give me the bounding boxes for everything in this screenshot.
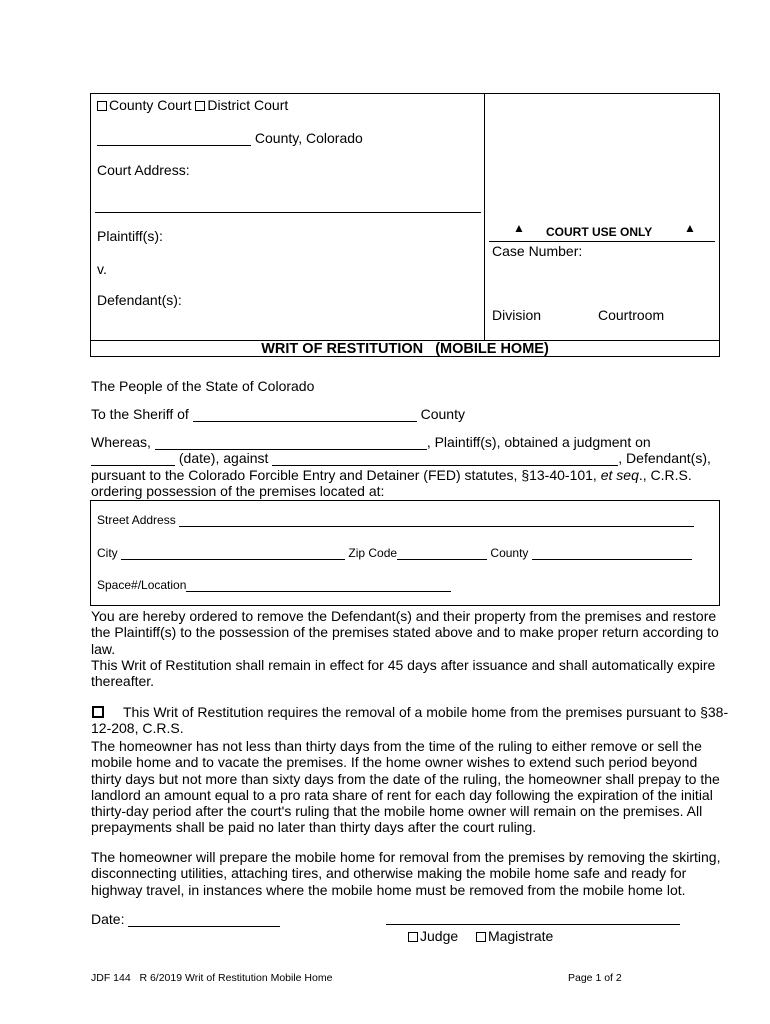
district-court-label: District Court [207,97,289,113]
county-colorado-label: County, Colorado [254,130,363,146]
court-type-row [97,97,288,113]
court-address-field[interactable] [95,212,481,213]
date-against-label: (date), against [178,450,269,466]
homeowner-paragraph: The homeowner has not less than thirty days from the time of the ruling to either remove or sell the mobile home and to vacate the premises. If the home owner wishes to extend such period beyond thirty days but not more than sixty days from the date of the ruling, the homeowner shall prepay to the landlord an amount equal to a pro rata share of rent for each day following the expiration of the initial thirty-day period after the court's ruling that the mobile home owner will remain on the premises. All prepayments shall be paid no later than thirty days after the court ruling. [91,738,720,836]
removal-paragraph: This Writ of Restitution requires the removal of a mobile home from the premises pursuant to §38-12-208, C.R.S. [91,704,729,737]
effect-paragraph: This Writ of Restitution shall remain in effect for 45 days after issuance and shall automatically expire thereafter. [91,657,716,690]
date-field[interactable] [128,912,280,927]
address-county-label: County [490,546,529,560]
county-row [97,130,363,146]
county-name-field[interactable] [97,131,251,146]
sheriff-county-field[interactable] [193,407,417,422]
defendants-label: Defendant(s): [97,292,182,308]
pursuant-line: pursuant to the Colorado Forcible Entry and Detainer (FED) statutes, §13-40-101, et seq., C.R.S. [91,467,692,483]
division-label: Division [492,307,542,323]
court-use-only-label: COURT USE ONLY [546,225,653,239]
space-location-label: Space#/Location [97,578,187,592]
footer-page-number: Page 1 of 2 [568,972,622,984]
defendants-suffix-label: , Defendant(s), [618,450,711,466]
space-location-field[interactable] [186,579,451,592]
sheriff-row [91,406,465,422]
caption-divider [484,93,485,340]
versus-label: v. [97,261,107,277]
district-court-checkbox[interactable] [195,101,205,111]
address-county-field[interactable] [532,547,692,560]
defendant-name-field[interactable] [272,451,618,466]
footer-form-id: JDF 144 R 6/2019 Writ of Restitution Mobile Home [91,972,333,984]
county-court-checkbox[interactable] [97,101,107,111]
judgment-date-field[interactable] [91,451,175,466]
street-row [97,513,694,527]
signature-line[interactable] [386,924,680,925]
street-address-label: Street Address [97,513,176,527]
court-address-label: Court Address: [97,162,190,178]
judge-label: Judge [420,928,459,944]
city-label: City [97,546,118,560]
signer-type-row [408,928,553,944]
people-line: The People of the State of Colorado [91,378,315,394]
date-label: Date: [91,911,125,927]
plaintiff-name-field[interactable] [155,435,427,450]
county-label: County [420,406,465,422]
city-row [97,546,692,560]
whereas-label: Whereas, [91,434,151,450]
plaintiffs-obtained-label: , Plaintiff(s), obtained a judgment on [426,434,651,450]
against-row [91,450,711,466]
zip-code-field[interactable] [397,547,487,560]
magistrate-label: Magistrate [487,928,554,944]
court-use-underline [489,241,715,242]
prepare-paragraph: The homeowner will prepare the mobile home for removal from the premises by removing the skirting, disconnecting utilities, attaching tires, and otherwise making the mobile home safe and ready for highway travel, in instances where the mobile home must be removed from the mobile home lot. [91,849,721,898]
ordering-line: ordering possession of the premises located at: [91,483,385,499]
up-arrow-icon: ▲ [684,221,696,235]
county-court-label: County Court [109,97,192,113]
order-paragraph: You are hereby ordered to remove the Defendant(s) and their property from the premises and restore the Plaintiff(s) to the possession of the premises stated above and to make proper return according to law. [91,608,719,657]
up-arrow-icon: ▲ [513,221,525,235]
street-address-field[interactable] [179,514,694,527]
whereas-row [91,434,651,450]
magistrate-checkbox[interactable] [476,932,486,942]
city-field[interactable] [121,547,345,560]
date-row [91,911,280,927]
courtroom-label: Courtroom [598,307,665,323]
plaintiffs-label: Plaintiff(s): [97,228,163,244]
judge-checkbox[interactable] [408,932,418,942]
case-number-label: Case Number: [492,243,583,259]
to-sheriff-label: To the Sheriff of [91,406,189,422]
zip-code-label: Zip Code [348,546,398,560]
space-row [97,578,451,592]
page-title: WRIT OF RESTITUTION (MOBILE HOME) [261,341,549,357]
